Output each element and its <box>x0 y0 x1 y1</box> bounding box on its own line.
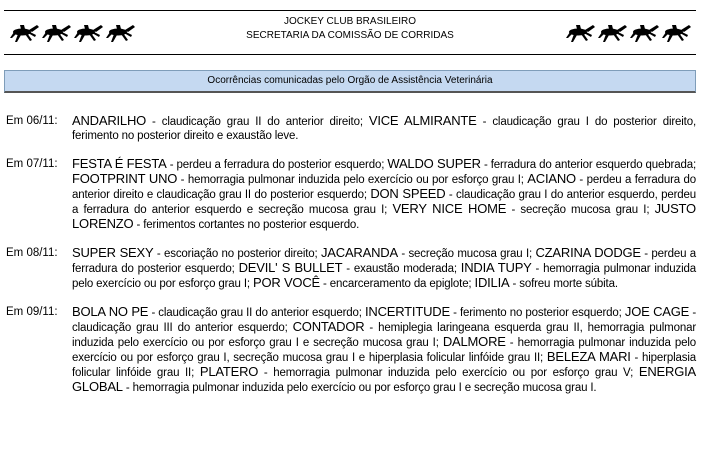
occurrence-entry <box>6 157 696 232</box>
entry-text <box>72 305 696 395</box>
horse-icon <box>566 25 595 42</box>
horse-name: SUPER SEXY <box>72 245 154 260</box>
horse-name: FOOTPRINT UNO <box>72 171 178 186</box>
horse-name: VICE ALMIRANTE <box>368 113 477 128</box>
horse-name: PLATERO <box>199 364 259 379</box>
horse-name: INDIA TUPY <box>460 260 532 275</box>
entry-date: Em 07/11: <box>6 158 58 170</box>
occurrence-description: - secreção mucosa grau I; <box>506 204 655 216</box>
occurrence-description: - ferimentos cortantes no posterior esquerdo. <box>133 219 360 231</box>
entry-date: Em 08/11: <box>6 247 58 259</box>
occurrence-description: - hemorragia pulmonar induzida pelo exercício ou por esforço grau I; <box>177 174 528 186</box>
horse-name: ENERGIA GLOBAL <box>72 364 696 394</box>
occurrence-description: - escoriação no posterior direito; <box>153 248 321 260</box>
occurrence-description: - hemorragia pulmonar induzida pelo exercício ou por esforço grau V; <box>258 367 639 379</box>
occurrence-entry <box>6 305 696 395</box>
horse-icon <box>630 25 659 42</box>
occurrence-entry <box>6 246 696 291</box>
entry-date: Em 09/11: <box>6 306 58 318</box>
occurrence-description: - hemorragia pulmonar induzida pelo exercício ou por esforço grau I; <box>72 263 696 290</box>
occurrence-description: - sofreu morte súbita. <box>509 278 618 290</box>
occurrence-description: - perdeu a ferradura do posterior esquerdo; <box>72 248 696 275</box>
entry-text <box>72 246 696 291</box>
occurrence-description: - secreção mucosa grau I; <box>397 248 536 260</box>
occurrence-description: - claudicação grau III do anterior esquerdo; <box>72 307 697 334</box>
occurrence-description: - claudicação grau II do anterior direito; <box>146 116 369 128</box>
occurrence-description: - ferradura do anterior esquerdo quebrada; <box>480 159 697 171</box>
banner-title: Ocorrências comunicadas pelo Orgão de Assistência Veterinária <box>207 75 493 86</box>
occurrence-description: - exaustão moderada; <box>342 263 461 275</box>
horse-name: INCERTITUDE <box>364 304 450 319</box>
header-subtitle: SECRETARIA DA COMISSÃO DE CORRIDAS <box>246 30 454 41</box>
horse-name: CONTADOR <box>292 319 365 334</box>
occurrence-description: - claudicação grau I do posterior direito, ferimento no posterior direito e exaustão leve. <box>72 116 697 142</box>
horse-name: POR VOCÊ <box>252 275 320 290</box>
occurrence-description: - hemiplegia laringeana esquerda grau II, hemorragia pulmonar induzida pelo exercício ou por esforço grau I e secreção mucosa grau I; <box>72 322 696 349</box>
occurrence-description: - ferimento no posterior esquerdo; <box>449 307 625 319</box>
occurrence-description: - hemorragia pulmonar induzida pelo exercício ou por esforço grau I, secreção mucosa grau I e hiperplasia folicular linfóide grau II; <box>72 337 696 364</box>
horse-name: ANDARILHO <box>72 113 147 128</box>
horse-name: CZARINA DODGE <box>535 245 641 260</box>
occurrence-list <box>6 114 696 409</box>
horse-name: FESTA É FESTA <box>72 156 167 171</box>
horse-name: ACIANO <box>527 171 576 186</box>
horse-name: JOE CAGE <box>624 304 690 319</box>
racing-horses-logo-right <box>566 21 692 43</box>
occurrence-entry <box>6 114 696 143</box>
horse-name: WALDO SUPER <box>387 156 481 171</box>
header-title: JOCKEY CLUB BRASILEIRO <box>283 16 417 27</box>
horse-name: DEVIL' S BULLET <box>238 260 343 275</box>
document-header <box>4 10 696 55</box>
horse-name: BOLA NO PE <box>72 304 149 319</box>
occurrence-description: - hiperplasia folicular linfóide grau II; <box>72 352 696 379</box>
occurrence-description: - encarceramento da epiglote; <box>320 278 475 290</box>
horse-name: BELEZA MARI <box>546 349 631 364</box>
entry-date: Em 06/11: <box>6 115 58 127</box>
occurrence-description: - claudicação grau II do anterior esquerdo; <box>148 307 365 319</box>
horse-icon <box>662 25 691 42</box>
horse-icon <box>598 25 627 42</box>
occurrence-description: - perdeu a ferradura do posterior esquerdo; <box>166 159 388 171</box>
horse-name: DALMORE <box>442 334 506 349</box>
occurrence-description: - claudicação grau I do anterior esquerdo, perdeu a ferradura do anterior esquerdo e secreção mucosa grau I; <box>72 189 696 216</box>
horse-name: JUSTO LORENZO <box>72 201 696 231</box>
entry-text <box>72 157 696 232</box>
occurrence-description: - perdeu a ferradura do anterior direito e claudicação grau II do posterior esquerdo; <box>72 174 696 201</box>
horse-name: IDILIA <box>474 275 510 290</box>
horse-name: JACARANDA <box>321 245 398 260</box>
horse-name: DON SPEED <box>370 186 446 201</box>
entry-text <box>72 114 696 143</box>
occurrence-description: - hemorragia pulmonar induzida pelo exercício ou por esforço grau I e secreção mucosa grau I. <box>122 382 597 394</box>
horse-name: VERY NICE HOME <box>392 201 507 216</box>
section-banner <box>4 70 696 93</box>
